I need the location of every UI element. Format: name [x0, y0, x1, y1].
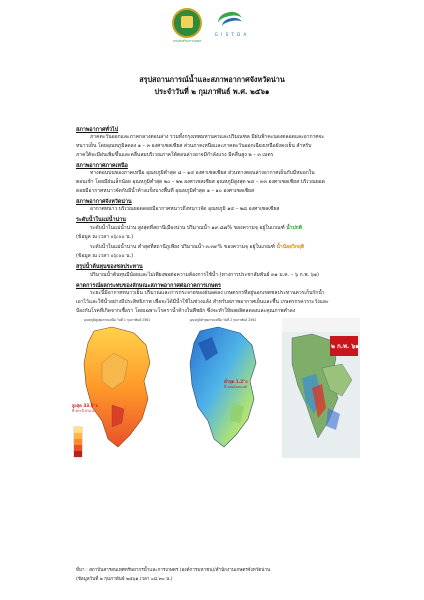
source-date: (ข้อมูลวันที่ ๒ กุมภาพันธ์ ๒๕๖๑ เวลา ๐๘:๓๐ น.) — [76, 577, 173, 582]
paragraph-line: อากาศหนาว บริเวณยอดดอยมีอากาศหนาวถึงหนาวจัด อุณหภูมิ ๑๔ – ๒๘ องศาเซลเซียส — [90, 206, 280, 212]
water-level-min: ระดับน้ำในแม่น้ำน่าน ต่ำสุดที่สถานีภูเพียง ปริมาณน้ำ ๓.๓๙% ของความจุ อยู่ในเกณฑ์ น้ำน้อยวิกฤติ — [90, 244, 305, 250]
agri-department-logo — [172, 8, 202, 44]
map-caption: อุณหภูมิต่ำสุดภาคเหนือ วันที่ 2 กุมภาพันธ์ 2561 — [189, 318, 257, 322]
seal-icon — [172, 8, 202, 38]
logo2-text: G I S T D A — [214, 32, 248, 37]
satellite-date-label: ๒ ก.พ. ๖๑ — [331, 343, 359, 350]
heading-reservoir: สรุปน้ำต้นทุนของชลประทาน — [76, 264, 143, 270]
water-level-note: (ข้อมูล ณ เวลา ๐๖:๐๐ น.) — [76, 234, 134, 240]
map-caption: อุณหภูมิสูงสุดภาคเหนือ วันที่ 1 กุมภาพันธ์ 2561 — [83, 318, 151, 322]
max-temp-station: ที่ สถานี ลำปาง — [72, 409, 95, 413]
paragraph-line: ป้องกันโรคที่เกิดจากเชื้อรา โดยเฉพาะโรคราน้ำค้างในพืชผัก ซึ่งจะทำให้ผลผลิตลดลงและคุณภาพต่ำลง — [76, 308, 296, 314]
heading-forecast: คาดการณ์ผลกระทบของลักษณะสภาพอากาศต่อภาคการเกษตร — [76, 283, 221, 289]
map-graphic — [282, 318, 360, 458]
paragraph-line: ระยะนี้มีอากาศหนาวเย็น ปริมาณและการกระจายของฝนลดลง เกษตรกรที่อยู่นอกเขตชลประทานควรเก็บกักน้ำ — [90, 290, 325, 296]
paragraph-line: ตอนเช้า โดยมีฝนเล็กน้อย อุณหภูมิต่ำสุด ๒๐ – ๒๒ องศาเซลเซียส อุณหภูมิสูงสุด ๒๔ – ๓๓ องศาเซลเซียส บริเวณยอด — [76, 179, 325, 185]
page-title: สรุปสถานการณ์น้ำและสภาพอากาศจังหวัดน่าน — [139, 75, 285, 84]
heading-nan-weather: สภาพอากาศจังหวัดน่าน — [76, 199, 132, 205]
heading-north-weather: สภาพอากาศภาคเหนือ — [76, 163, 128, 169]
status-normal-badge: น้ำปกติ — [286, 225, 302, 231]
max-temp-label: สูงสุด 33.5°c — [72, 403, 99, 408]
water-level-max: ระดับน้ำในแม่น้ำน่าน สูงสุดที่สถานีเมืองน่าน ปริมาณน้ำ ๑๙.๘๗% ของความจุ อยู่ในเกณฑ์ น้ำปกติ — [90, 225, 302, 231]
heading-water-level: ระดับน้ำในแม่น้ำน่าน — [76, 217, 126, 223]
logo1-caption: กรมส่งเสริมการเกษตร — [172, 39, 202, 43]
paragraph-line: ดอยมีอากาศหนาวจัดกับมีน้ำค้างแข็งบางพื้นที่ อุณหภูมิต่ำสุด ๑ – ๑๐ องศาเซลเซียส — [76, 188, 255, 194]
page-date: ประจำวันที่ ๒ กุมภาพันธ์ พ.ศ. ๒๕๖๑ — [154, 87, 270, 96]
gistda-logo — [214, 10, 248, 42]
paragraph-line: ทางตอนบนของภาคเหนือ อุณหภูมิต่ำสุด ๘ – ๑๔ องศาเซลเซียส ส่วนทางตอนล่างอากาศเย็นกับมีหมอกใน — [90, 170, 315, 176]
source-line: ที่มา : สถาบันสารสนเทศทรัพยากรน้ำและการเกษตร (องค์การมหาชน)/สำนักงานเกษตรจังหวัดน่าน — [76, 568, 271, 573]
paragraph-line: ปริมาณน้ำต้นทุนมีน้อยและไม่เพียงพอต่อความต้องการใช้น้ำ (ทางการประชาสัมพันธ์ ๓๑ ม.ค. – ๖ ก.พ. ๖๑) — [90, 272, 319, 278]
min-temp-station: ที่ ดอยอินทนนท์ — [224, 385, 247, 389]
paragraph-line: หนาวเย็น โดยอุณหภูมิลดลง ๑ – ๓ องศาเซลเซียส ส่วนภาคเหนือและภาคตะวันออกเฉียงเหนือยังคงเย็น สำหรับ — [76, 143, 312, 149]
max-temperature-map — [72, 318, 162, 467]
min-temperature-map — [178, 318, 268, 467]
status-critical-badge: น้ำน้อยวิกฤติ — [276, 244, 305, 250]
min-temp-label: ต่ำสุด 1.2°c — [224, 379, 248, 384]
water-level-note: (ข้อมูล ณ เวลา ๐๖:๐๐ น.) — [76, 253, 134, 259]
map-graphic — [72, 323, 162, 463]
satellite-map — [282, 318, 360, 462]
heading-general-weather: สภาพอากาศทั่วไป — [76, 127, 119, 133]
map-graphic — [178, 323, 268, 463]
paragraph-line: ภาคใต้จะมีฝนเพิ่มขึ้นและคลื่นลมบริเวณภาคใต้ตอนล่างอาจมีกำลังแรง มีคลื่นสูง ๒ – ๓ เมตร — [76, 152, 274, 158]
paragraph-line: ภาคตะวันออกและภาคกลางตอนล่าง รวมทั้งกรุงเทพมหานครและปริมณฑล มีฝนฟ้าคะนองตลอดและอากาศจะ — [90, 134, 325, 140]
paragraph-line: เอาไว้และใช้น้ำอย่างมีประสิทธิภาพ เพื่อจะได้มีน้ำใช้ในช่วงแล้ง สำหรับสภาพอากาศเย็นและชื้น เกษตรกรควรระวังและ — [76, 299, 329, 305]
